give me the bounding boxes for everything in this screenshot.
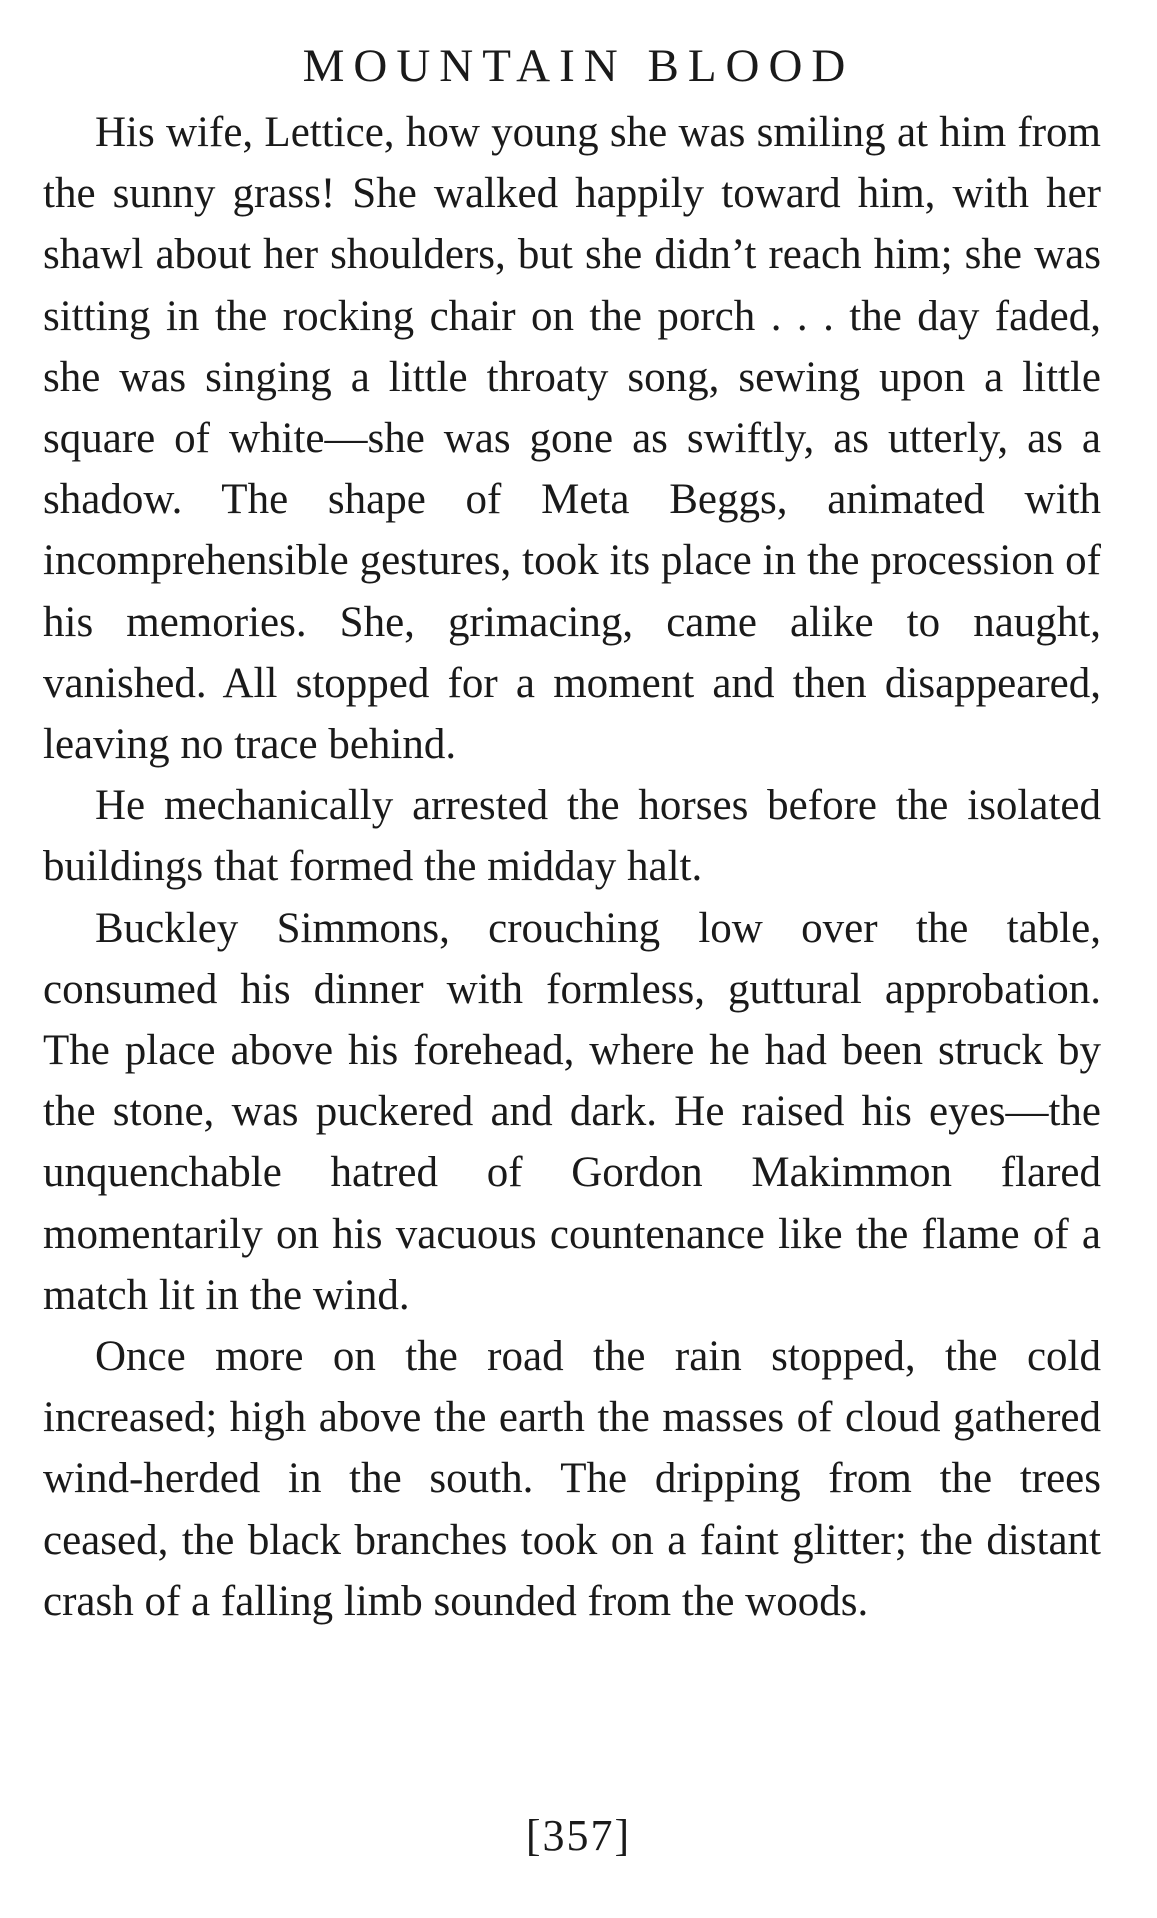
paragraph-1: His wife, Lettice, how young she was smiling at him from the sunny grass! She walked happily toward him, with her shawl about her shoulders, but she didn’t reach him; she was sitting in the rocking chair on the porch . . . the day faded, she was singing a little throaty song, sewing upon a little square of white—she was gone as swiftly, as utterly, as a shadow. The shape of Meta Beggs, animated with incomprehensible gestures, took its place in the procession of his memories. She, grimacing, came alike to naught, vanished. All stopped for a moment and then disappeared, leaving no trace behind.: [43, 109, 1101, 769]
body-text: [43, 102, 1101, 1632]
page-number: [357]: [525, 1811, 632, 1860]
paragraph-3: Buckley Simmons, crouching low over the table, consumed his dinner with formless, guttural approbation. The place above his forehead, where he had been struck by the stone, was puckered and dark. He raised his eyes—the unquenchable hatred of Gordon Makimmon flared momentarily on his vacuous countenance like the flame of a match lit in the wind.: [43, 904, 1101, 1319]
running-head: MOUNTAIN BLOOD: [302, 40, 855, 92]
paragraph-4: Once more on the road the rain stopped, the cold increased; high above the earth the masses of cloud gathered wind-herded in the south. The dripping from the trees ceased, the black branches took on a faint glitter; the distant crash of a falling limb sounded from the woods.: [43, 1333, 1101, 1625]
paragraph-2: He mechanically arrested the horses before the isolated buildings that formed the midday halt.: [43, 782, 1101, 891]
